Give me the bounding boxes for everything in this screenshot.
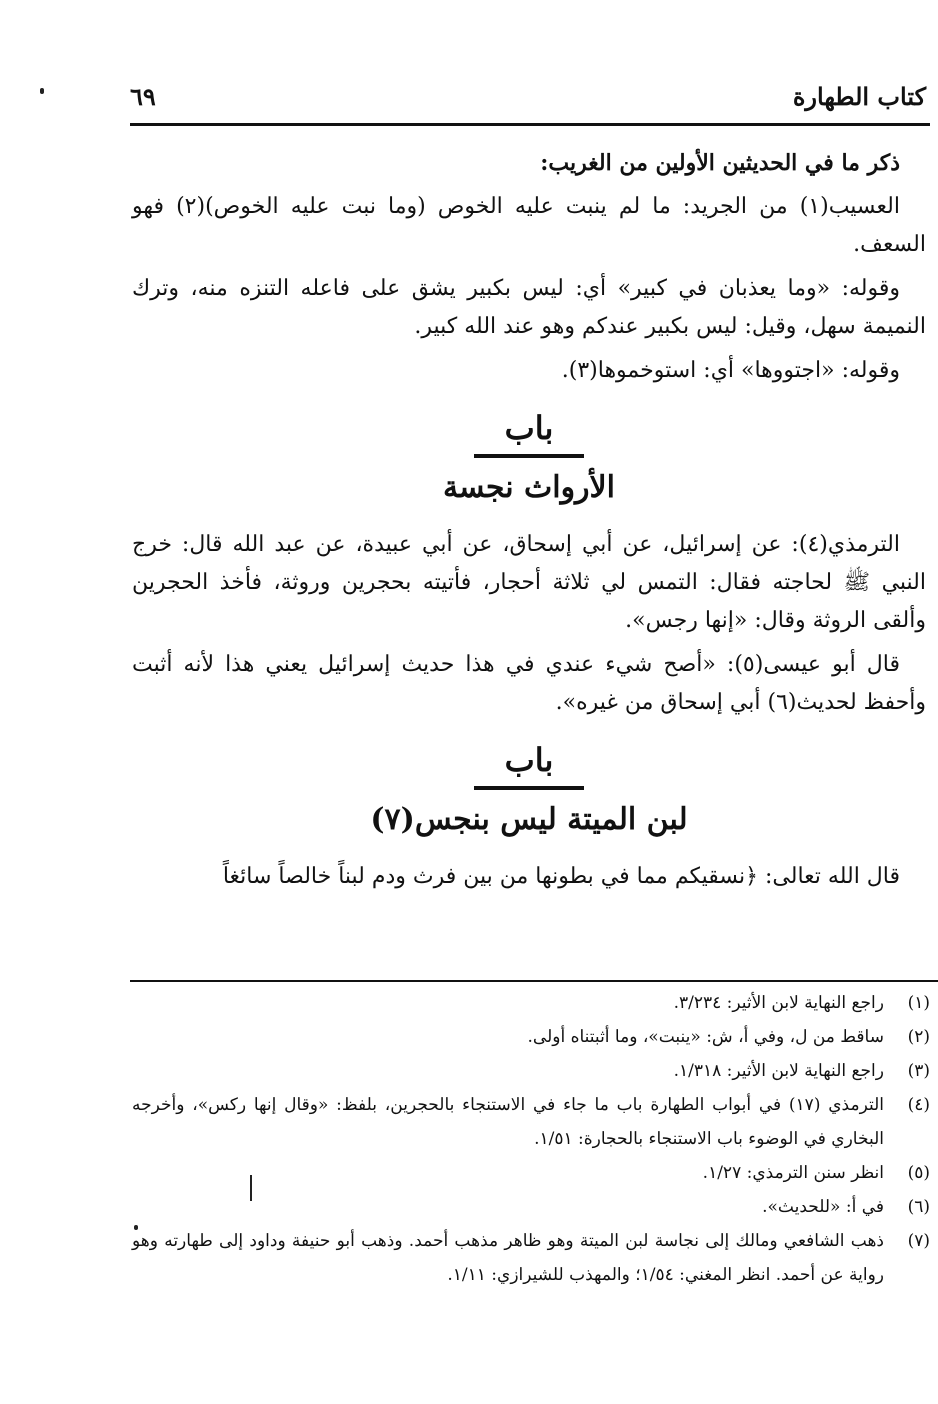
footnote-text: في أ: «للحديث». xyxy=(762,1197,884,1217)
paragraph-kabir: وقوله: «وما يعذبان في كبير» أي: ليس بكبير يشق على فاعله التنزه منه، وترك النميمة سهل، وقيل: ليس بكبير عندكم وهو عند الله كبير. xyxy=(132,276,926,339)
chapter-label: باب xyxy=(474,408,584,458)
paragraph-quran-verse: قال الله تعالى: ﴿نسقيكم مما في بطونها من بين فرث ودم لبناً خالصاً سائغاً xyxy=(222,864,900,889)
running-title: كتاب الطهارة xyxy=(792,82,926,111)
footnote-text: ذهب الشافعي ومالك إلى نجاسة لبن الميتة وهو ظاهر مذهب أحمد. وذهب أبو حنيفة وداود إلى طهارته وهو رواية عن أحمد. انظر المغني: ١/٥٤؛ والمهذب للشيرازي: ١/١١. xyxy=(132,1231,884,1285)
footnote-number: (٢) xyxy=(907,1027,930,1047)
chapter-title-2: لبن الميتة ليس بنجس(٧) xyxy=(370,802,688,837)
scan-speck xyxy=(40,88,44,94)
chapter-heading-2 xyxy=(132,740,926,790)
scan-stroke xyxy=(250,1175,252,1201)
footnote-number: (٧) xyxy=(907,1231,930,1251)
footnote-text: الترمذي (١٧) في أبواب الطهارة باب ما جاء في الاستنجاء بالحجرين، بلفظ: «وقال إنها ركس»، وأخرجه البخاري في الوضوء باب الاستنجاء بالحجارة: ١/٥١. xyxy=(132,1095,884,1149)
footnote-number: (٣) xyxy=(907,1061,930,1081)
paragraph-abu-isa: قال أبو عيسى(٥): «أصح شيء عندي في هذا حديث إسرائيل يعني هذا لأنه أثبت وأحفظ لحديث(٦) أبي إسحاق من غيره». xyxy=(132,652,926,715)
chapter-heading-1 xyxy=(132,408,926,458)
footnote xyxy=(132,1088,930,1156)
footnote-text: ساقط من ل، وفي أ، ش: «ينبت»، وما أثبتناه أولى. xyxy=(527,1027,884,1047)
footnote xyxy=(132,1020,930,1054)
footnote-text: راجع النهاية لابن الأثير: ١/٣١٨. xyxy=(673,1061,884,1081)
paragraph-tirmidhi-hadith: الترمذي(٤): عن إسرائيل، عن أبي إسحاق، عن أبي عبيدة، عن عبد الله قال: خرج النبي ﷺ لحاجته فقال: التمس لي ثلاثة أحجار، فأتيته بحجرين وروثة، فأخذ الحجرين وألقى الروثة وقال: «إنها رجس». xyxy=(132,532,926,633)
chapter-title-1: الأرواث نجسة xyxy=(442,470,615,505)
footnote xyxy=(132,1054,930,1088)
footnote-number: (٥) xyxy=(907,1163,930,1183)
main-text xyxy=(132,144,926,902)
paragraph-asib: العسيب(١) من الجريد: ما لم ينبت عليه الخوص (وما نبت عليه الخوص)(٢) فهو السعف. xyxy=(132,194,926,257)
chapter-label: باب xyxy=(474,740,584,790)
scan-speck xyxy=(134,1225,138,1230)
footnote-number: (٦) xyxy=(907,1197,930,1217)
footnote xyxy=(132,1224,930,1292)
footnote-rule xyxy=(130,980,938,982)
header-rule xyxy=(130,123,930,126)
paragraph-ijtawawha: وقوله: «اجتووها» أي: استوخموها(٣). xyxy=(561,358,900,383)
footnote xyxy=(132,986,930,1020)
page-header xyxy=(130,78,926,120)
footnote-text: راجع النهاية لابن الأثير: ٣/٢٣٤. xyxy=(673,993,884,1013)
footnote-number: (١) xyxy=(907,993,930,1013)
footnotes xyxy=(132,986,930,1292)
footnote-text: انظر سنن الترمذي: ١/٢٧. xyxy=(702,1163,884,1183)
page-number: ٦٩ xyxy=(130,82,156,111)
section-heading: ذكر ما في الحديثين الأولين من الغريب: xyxy=(540,150,900,176)
footnote-number: (٤) xyxy=(907,1095,930,1115)
